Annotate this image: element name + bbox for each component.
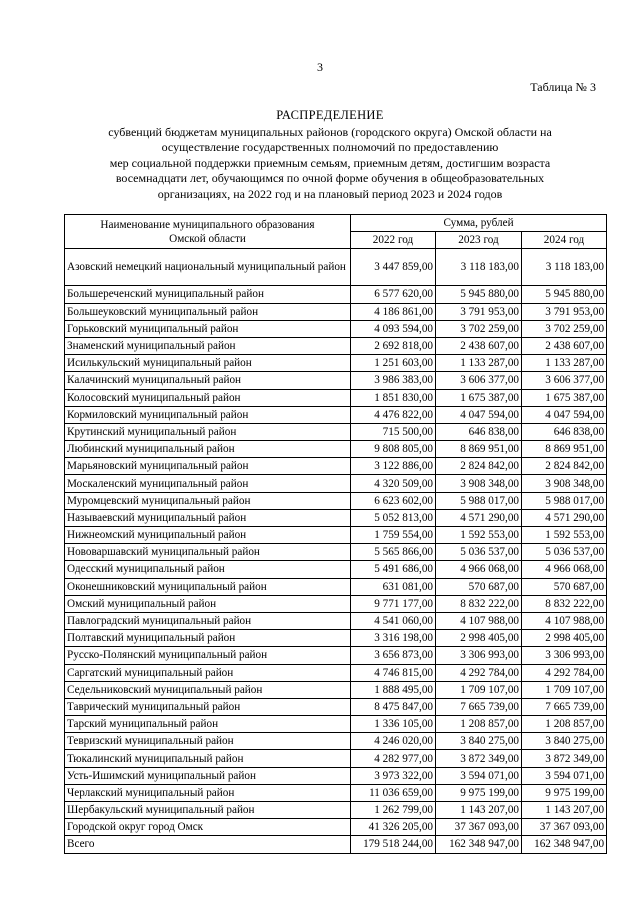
row-value-2023: 3 118 183,00 bbox=[436, 249, 522, 286]
table-row bbox=[65, 630, 607, 647]
table-row bbox=[65, 372, 607, 389]
row-value-2024: 4 571 290,00 bbox=[522, 509, 607, 526]
row-value-2023: 8 832 222,00 bbox=[436, 595, 522, 612]
heading-line: мер социальной поддержки приемным семьям, приемным детям, достигшим возраста bbox=[109, 155, 551, 170]
row-value-2023: 3 606 377,00 bbox=[436, 372, 522, 389]
table-row bbox=[65, 647, 607, 664]
table-label: Таблица № 3 bbox=[530, 80, 596, 94]
row-value-2022: 4 186 861,00 bbox=[351, 303, 436, 320]
row-value-2023: 4 966 068,00 bbox=[436, 561, 522, 578]
table-row bbox=[65, 441, 607, 458]
row-value-2022: 1 888 495,00 bbox=[351, 681, 436, 698]
row-value-2022: 4 282 977,00 bbox=[351, 750, 436, 767]
row-value-2024: 570 687,00 bbox=[522, 578, 607, 595]
row-name: Нововаршавский муниципальный район bbox=[65, 544, 351, 561]
row-value-2023: 4 292 784,00 bbox=[436, 664, 522, 681]
row-value-2023: 1 208 857,00 bbox=[436, 716, 522, 733]
row-name: Большеуковский муниципальный район bbox=[65, 303, 351, 320]
row-value-2023: 570 687,00 bbox=[436, 578, 522, 595]
header-name-line2: Омской области bbox=[169, 232, 246, 245]
row-value-2024: 4 966 068,00 bbox=[522, 561, 607, 578]
row-value-2022: 6 577 620,00 bbox=[351, 286, 436, 303]
row-value-2022: 631 081,00 bbox=[351, 578, 436, 595]
table-row bbox=[65, 750, 607, 767]
row-value-2023: 162 348 947,00 bbox=[436, 836, 522, 853]
row-value-2024: 8 832 222,00 bbox=[522, 595, 607, 612]
table-row bbox=[65, 595, 607, 612]
row-value-2022: 4 476 822,00 bbox=[351, 406, 436, 423]
row-value-2022: 1 262 799,00 bbox=[351, 802, 436, 819]
table-row bbox=[65, 561, 607, 578]
row-value-2024: 2 438 607,00 bbox=[522, 337, 607, 354]
row-name: Любинский муниципальный район bbox=[65, 441, 351, 458]
row-value-2024: 3 872 349,00 bbox=[522, 750, 607, 767]
row-value-2024: 1 709 107,00 bbox=[522, 681, 607, 698]
row-value-2022: 3 447 859,00 bbox=[351, 249, 436, 286]
row-value-2022: 5 565 866,00 bbox=[351, 544, 436, 561]
row-value-2023: 4 047 594,00 bbox=[436, 406, 522, 423]
row-value-2024: 3 791 953,00 bbox=[522, 303, 607, 320]
row-name: Марьяновский муниципальный район bbox=[65, 458, 351, 475]
row-value-2022: 6 623 602,00 bbox=[351, 492, 436, 509]
row-value-2023: 3 908 348,00 bbox=[436, 475, 522, 492]
header-sum: Сумма, рублей bbox=[351, 215, 607, 232]
row-name: Полтавский муниципальный район bbox=[65, 630, 351, 647]
row-value-2024: 3 702 259,00 bbox=[522, 320, 607, 337]
row-value-2023: 646 838,00 bbox=[436, 423, 522, 440]
row-value-2024: 5 988 017,00 bbox=[522, 492, 607, 509]
row-name: Черлакский муниципальный район bbox=[65, 784, 351, 801]
table-row bbox=[65, 767, 607, 784]
row-name: Городской округ город Омск bbox=[65, 819, 351, 836]
row-value-2023: 3 872 349,00 bbox=[436, 750, 522, 767]
row-value-2024: 7 665 739,00 bbox=[522, 698, 607, 715]
table-row bbox=[65, 836, 607, 853]
row-value-2024: 8 869 951,00 bbox=[522, 441, 607, 458]
row-name: Муромцевский муниципальный район bbox=[65, 492, 351, 509]
row-value-2024: 3 908 348,00 bbox=[522, 475, 607, 492]
row-value-2022: 3 122 886,00 bbox=[351, 458, 436, 475]
row-name: Нижнеомский муниципальный район bbox=[65, 527, 351, 544]
row-name: Колосовский муниципальный район bbox=[65, 389, 351, 406]
row-value-2024: 3 118 183,00 bbox=[522, 249, 607, 286]
row-name: Азовский немецкий национальный муниципальный район bbox=[65, 249, 351, 286]
row-value-2024: 162 348 947,00 bbox=[522, 836, 607, 853]
row-value-2023: 3 840 275,00 bbox=[436, 733, 522, 750]
heading-title: РАСПРЕДЕЛЕНИЕ bbox=[276, 108, 384, 122]
row-value-2024: 3 606 377,00 bbox=[522, 372, 607, 389]
table-row bbox=[65, 698, 607, 715]
row-value-2023: 8 869 951,00 bbox=[436, 441, 522, 458]
row-value-2023: 3 702 259,00 bbox=[436, 320, 522, 337]
row-name: Исилькульский муниципальный район bbox=[65, 355, 351, 372]
row-value-2024: 5 945 880,00 bbox=[522, 286, 607, 303]
row-name: Седельниковский муниципальный район bbox=[65, 681, 351, 698]
row-value-2022: 4 093 594,00 bbox=[351, 320, 436, 337]
heading-line: субвенций бюджетам муниципальных районов (городского округа) Омской области на bbox=[108, 124, 552, 139]
table-row bbox=[65, 612, 607, 629]
table-row bbox=[65, 389, 607, 406]
row-value-2023: 1 143 207,00 bbox=[436, 802, 522, 819]
row-value-2023: 4 107 988,00 bbox=[436, 612, 522, 629]
row-value-2023: 9 975 199,00 bbox=[436, 784, 522, 801]
row-value-2024: 4 047 594,00 bbox=[522, 406, 607, 423]
header-year-2024: 2024 год bbox=[522, 232, 607, 249]
row-value-2022: 8 475 847,00 bbox=[351, 698, 436, 715]
row-value-2022: 715 500,00 bbox=[351, 423, 436, 440]
row-value-2022: 4 746 815,00 bbox=[351, 664, 436, 681]
row-value-2022: 3 316 198,00 bbox=[351, 630, 436, 647]
table-row bbox=[65, 355, 607, 372]
row-name: Тарский муниципальный район bbox=[65, 716, 351, 733]
subvention-table bbox=[64, 214, 607, 854]
document-heading bbox=[60, 108, 600, 202]
row-name: Большереченский муниципальный район bbox=[65, 286, 351, 303]
row-name: Русско-Полянский муниципальный район bbox=[65, 647, 351, 664]
row-name: Оконешниковский муниципальный район bbox=[65, 578, 351, 595]
table-row bbox=[65, 303, 607, 320]
row-value-2023: 1 675 387,00 bbox=[436, 389, 522, 406]
row-value-2023: 5 988 017,00 bbox=[436, 492, 522, 509]
header-year-2023: 2023 год bbox=[436, 232, 522, 249]
row-value-2024: 1 133 287,00 bbox=[522, 355, 607, 372]
row-value-2022: 1 851 830,00 bbox=[351, 389, 436, 406]
row-value-2022: 3 656 873,00 bbox=[351, 647, 436, 664]
table-row bbox=[65, 681, 607, 698]
table-row bbox=[65, 406, 607, 423]
row-name: Таврический муниципальный район bbox=[65, 698, 351, 715]
row-value-2023: 5 036 537,00 bbox=[436, 544, 522, 561]
heading-line: организациях, на 2022 год и на плановый период 2023 и 2024 годов bbox=[157, 186, 503, 201]
row-name: Омский муниципальный район bbox=[65, 595, 351, 612]
table-row bbox=[65, 320, 607, 337]
table-row bbox=[65, 819, 607, 836]
row-value-2022: 1 336 105,00 bbox=[351, 716, 436, 733]
row-value-2022: 4 246 020,00 bbox=[351, 733, 436, 750]
row-value-2023: 2 438 607,00 bbox=[436, 337, 522, 354]
row-name: Калачинский муниципальный район bbox=[65, 372, 351, 389]
row-value-2024: 3 840 275,00 bbox=[522, 733, 607, 750]
row-value-2023: 2 998 405,00 bbox=[436, 630, 522, 647]
header-name-cell bbox=[65, 215, 351, 249]
table-row bbox=[65, 475, 607, 492]
row-value-2022: 11 036 659,00 bbox=[351, 784, 436, 801]
row-value-2024: 1 143 207,00 bbox=[522, 802, 607, 819]
row-name: Тюкалинский муниципальный район bbox=[65, 750, 351, 767]
row-value-2023: 4 571 290,00 bbox=[436, 509, 522, 526]
table-row bbox=[65, 286, 607, 303]
table-row bbox=[65, 733, 607, 750]
row-value-2024: 1 675 387,00 bbox=[522, 389, 607, 406]
row-value-2023: 2 824 842,00 bbox=[436, 458, 522, 475]
table-row bbox=[65, 337, 607, 354]
row-value-2024: 37 367 093,00 bbox=[522, 819, 607, 836]
row-value-2024: 2 824 842,00 bbox=[522, 458, 607, 475]
table-row bbox=[65, 802, 607, 819]
table-row bbox=[65, 716, 607, 733]
row-value-2022: 1 251 603,00 bbox=[351, 355, 436, 372]
row-value-2022: 9 808 805,00 bbox=[351, 441, 436, 458]
table-row bbox=[65, 458, 607, 475]
row-value-2023: 1 133 287,00 bbox=[436, 355, 522, 372]
row-value-2024: 646 838,00 bbox=[522, 423, 607, 440]
row-value-2024: 1 208 857,00 bbox=[522, 716, 607, 733]
row-value-2023: 3 306 993,00 bbox=[436, 647, 522, 664]
table-row bbox=[65, 423, 607, 440]
row-value-2022: 2 692 818,00 bbox=[351, 337, 436, 354]
table-row bbox=[65, 578, 607, 595]
row-name: Павлоградский муниципальный район bbox=[65, 612, 351, 629]
row-value-2024: 9 975 199,00 bbox=[522, 784, 607, 801]
table-row bbox=[65, 249, 607, 286]
row-name: Горьковский муниципальный район bbox=[65, 320, 351, 337]
row-value-2024: 2 998 405,00 bbox=[522, 630, 607, 647]
row-value-2023: 37 367 093,00 bbox=[436, 819, 522, 836]
row-name: Тевризский муниципальный район bbox=[65, 733, 351, 750]
row-value-2023: 1 592 553,00 bbox=[436, 527, 522, 544]
row-value-2022: 41 326 205,00 bbox=[351, 819, 436, 836]
heading-line: осуществление государственных полномочий по предоставлению bbox=[161, 140, 499, 154]
header-name-line1: Наименование муниципального образования bbox=[100, 218, 315, 231]
table-row bbox=[65, 544, 607, 561]
row-name: Саргатский муниципальный район bbox=[65, 664, 351, 681]
page-number: 3 bbox=[317, 60, 323, 74]
row-value-2024: 3 306 993,00 bbox=[522, 647, 607, 664]
row-name: Усть-Ишимский муниципальный район bbox=[65, 767, 351, 784]
row-value-2022: 5 052 813,00 bbox=[351, 509, 436, 526]
row-value-2023: 3 594 071,00 bbox=[436, 767, 522, 784]
row-value-2024: 4 292 784,00 bbox=[522, 664, 607, 681]
table-row bbox=[65, 509, 607, 526]
header-year-2022: 2022 год bbox=[351, 232, 436, 249]
row-name: Всего bbox=[65, 836, 351, 853]
row-name: Одесский муниципальный район bbox=[65, 561, 351, 578]
row-value-2022: 5 491 686,00 bbox=[351, 561, 436, 578]
row-value-2023: 1 709 107,00 bbox=[436, 681, 522, 698]
row-name: Крутинский муниципальный район bbox=[65, 423, 351, 440]
table-row bbox=[65, 527, 607, 544]
row-value-2022: 9 771 177,00 bbox=[351, 595, 436, 612]
row-value-2022: 3 973 322,00 bbox=[351, 767, 436, 784]
row-value-2022: 3 986 383,00 bbox=[351, 372, 436, 389]
row-value-2022: 1 759 554,00 bbox=[351, 527, 436, 544]
row-value-2024: 5 036 537,00 bbox=[522, 544, 607, 561]
row-name: Знаменский муниципальный район bbox=[65, 337, 351, 354]
row-value-2024: 4 107 988,00 bbox=[522, 612, 607, 629]
table-row bbox=[65, 664, 607, 681]
table-row bbox=[65, 492, 607, 509]
row-value-2022: 179 518 244,00 bbox=[351, 836, 436, 853]
row-name: Москаленский муниципальный район bbox=[65, 475, 351, 492]
row-value-2022: 4 541 060,00 bbox=[351, 612, 436, 629]
row-name: Шербакульский муниципальный район bbox=[65, 802, 351, 819]
table-row bbox=[65, 784, 607, 801]
row-value-2022: 4 320 509,00 bbox=[351, 475, 436, 492]
row-value-2023: 3 791 953,00 bbox=[436, 303, 522, 320]
row-value-2024: 1 592 553,00 bbox=[522, 527, 607, 544]
row-name: Кормиловский муниципальный район bbox=[65, 406, 351, 423]
row-value-2024: 3 594 071,00 bbox=[522, 767, 607, 784]
heading-line: восемнадцати лет, обучающимся по очной форме обучения в общеобразовательных bbox=[115, 171, 545, 185]
row-value-2023: 7 665 739,00 bbox=[436, 698, 522, 715]
row-name: Называевский муниципальный район bbox=[65, 509, 351, 526]
row-value-2023: 5 945 880,00 bbox=[436, 286, 522, 303]
